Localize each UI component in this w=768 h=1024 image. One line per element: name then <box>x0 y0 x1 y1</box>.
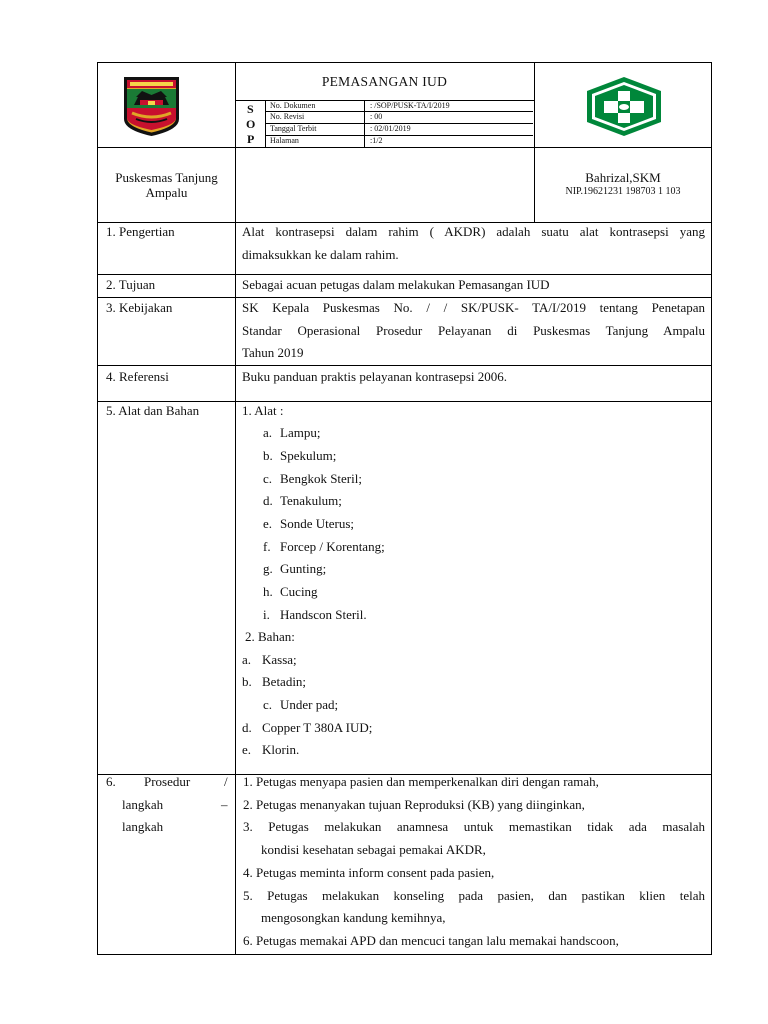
list-marker: c. <box>263 697 273 712</box>
col-divider-right <box>534 63 535 222</box>
prosedur-label-langkah1: langkah <box>122 797 164 812</box>
info-value: : 00 <box>370 112 383 121</box>
kemenkes-puskesmas-logo-icon <box>585 75 663 138</box>
section-label-alat-bahan: 5. Alat dan Bahan <box>106 403 200 418</box>
prosedur-label-number: 6. <box>106 774 116 789</box>
referensi-text: Buku panduan praktis pelayanan kontrasepsi 2006. <box>242 369 507 384</box>
pengertian-text-line2: dimaksukkan ke dalam rahim. <box>242 247 399 262</box>
kebijakan-text-line3: Tahun 2019 <box>242 345 304 360</box>
row-divider-referensi <box>98 401 712 402</box>
info-row-halaman <box>265 136 533 147</box>
list-marker: e. <box>263 516 273 531</box>
row-divider-header <box>98 147 712 148</box>
prosedur-label-word: Prosedur <box>144 774 191 789</box>
list-item: Handscon Steril. <box>280 607 367 622</box>
list-item: Sonde Uterus; <box>280 516 355 531</box>
prosedur-step-4: 4. Petugas meminta inform consent pada pasien, <box>243 865 495 880</box>
document-info-table <box>265 100 533 147</box>
kebijakan-text-line1: SK Kepala Puskesmas No. / / SK/PUSK- TA/I/2019 tentang Penetapan <box>242 300 705 315</box>
info-row-no-dokumen <box>265 100 533 111</box>
list-item: Under pad; <box>280 697 339 712</box>
list-item: Spekulum; <box>280 448 337 463</box>
info-row-no-revisi <box>265 112 533 123</box>
list-marker: b. <box>263 448 273 463</box>
info-value: : /SOP/PUSK-TA/I/2019 <box>370 101 450 110</box>
info-value: : 02/01/2019 <box>370 124 411 133</box>
signatory-name: Bahrizal,SKM <box>585 170 661 185</box>
sop-letter-s: S <box>247 102 254 116</box>
row-divider-pengertian <box>98 274 712 275</box>
list-item: Klorin. <box>262 742 300 757</box>
list-marker: b. <box>242 674 252 689</box>
list-item: Copper T 380A IUD; <box>262 720 373 735</box>
list-marker: a. <box>242 652 252 667</box>
info-label: No. Revisi <box>270 112 305 121</box>
list-item: Bengkok Steril; <box>280 471 362 486</box>
row-divider-tujuan <box>98 297 712 298</box>
col-divider-left <box>235 63 236 955</box>
prosedur-step-5-line1: 5. Petugas melakukan konseling pada pasien, dan pastikan klien telah <box>243 888 705 903</box>
sop-letter-o: O <box>246 117 256 131</box>
sop-letter-p: P <box>247 132 255 146</box>
document-title: PEMASANGAN IUD <box>321 74 448 89</box>
list-item: Lampu; <box>280 425 321 440</box>
list-item: Betadin; <box>262 674 307 689</box>
list-marker: d. <box>263 493 273 508</box>
prosedur-step-1: 1. Petugas menyapa pasien dan memperkenalkan diri dengan ramah, <box>243 774 599 789</box>
alat-heading: 1. Alat : <box>242 403 284 418</box>
section-label-tujuan: 2. Tujuan <box>106 277 156 292</box>
list-item: Tenakulum; <box>280 493 342 508</box>
list-item: Kassa; <box>262 652 297 667</box>
tanah-datar-crest-icon <box>122 75 181 137</box>
list-marker: g. <box>263 561 273 576</box>
info-label: Tanggal Terbit <box>270 124 317 133</box>
list-marker: i. <box>263 607 270 622</box>
list-marker: d. <box>242 720 252 735</box>
info-value: :1/2 <box>370 136 383 145</box>
tujuan-text: Sebagai acuan petugas dalam melakukan Pemasangan IUD <box>242 277 550 292</box>
info-row-tanggal-terbit <box>265 124 533 135</box>
section-label-referensi: 4. Referensi <box>106 369 169 384</box>
row-divider-org <box>98 222 712 223</box>
section-label-kebijakan: 3. Kebijakan <box>106 300 173 315</box>
info-label: Halaman <box>270 136 299 145</box>
list-item: Forcep / Korentang; <box>280 539 385 554</box>
row-divider-kebijakan <box>98 365 712 366</box>
org-name-line2: Ampalu <box>145 185 188 200</box>
list-marker: a. <box>263 425 273 440</box>
list-marker: e. <box>242 742 252 757</box>
list-marker: h. <box>263 584 273 599</box>
prosedur-step-3-line1: 3. Petugas melakukan anamnesa untuk memastikan tidak ada masalah <box>243 819 705 834</box>
prosedur-step-6: 6. Petugas memakai APD dan mencuci tangan lalu memakai handscoon, <box>243 933 619 948</box>
prosedur-step-2: 2. Petugas menanyakan tujuan Reproduksi (KB) yang diinginkan, <box>243 797 585 812</box>
signatory-nip: NIP.19621231 198703 1 103 <box>565 186 681 197</box>
prosedur-step-3-line2: kondisi kesehatan sebagai pemakai AKDR, <box>261 842 486 857</box>
pengertian-text-line1: Alat kontrasepsi dalam rahim ( AKDR) adalah suatu alat kontrasepsi yang <box>242 224 705 239</box>
prosedur-label-slash: / <box>224 774 228 789</box>
bahan-heading: 2. Bahan: <box>245 629 295 644</box>
prosedur-label-langkah2: langkah <box>122 819 164 834</box>
list-item: Cucing <box>280 584 318 599</box>
sop-document <box>97 62 712 955</box>
prosedur-label-dash: – <box>221 797 228 812</box>
list-item: Gunting; <box>280 561 327 576</box>
list-marker: c. <box>263 471 273 486</box>
org-name-line1: Puskesmas Tanjung <box>115 170 218 185</box>
info-label: No. Dokumen <box>270 101 316 110</box>
section-label-pengertian: 1. Pengertian <box>106 224 175 239</box>
kebijakan-text-line2: Standar Operasional Prosedur Pelayanan di Puskesmas Tanjung Ampalu <box>242 323 705 338</box>
list-marker: f. <box>263 539 271 554</box>
prosedur-step-5-line2: mengosongkan kandung kemihnya, <box>261 910 446 925</box>
